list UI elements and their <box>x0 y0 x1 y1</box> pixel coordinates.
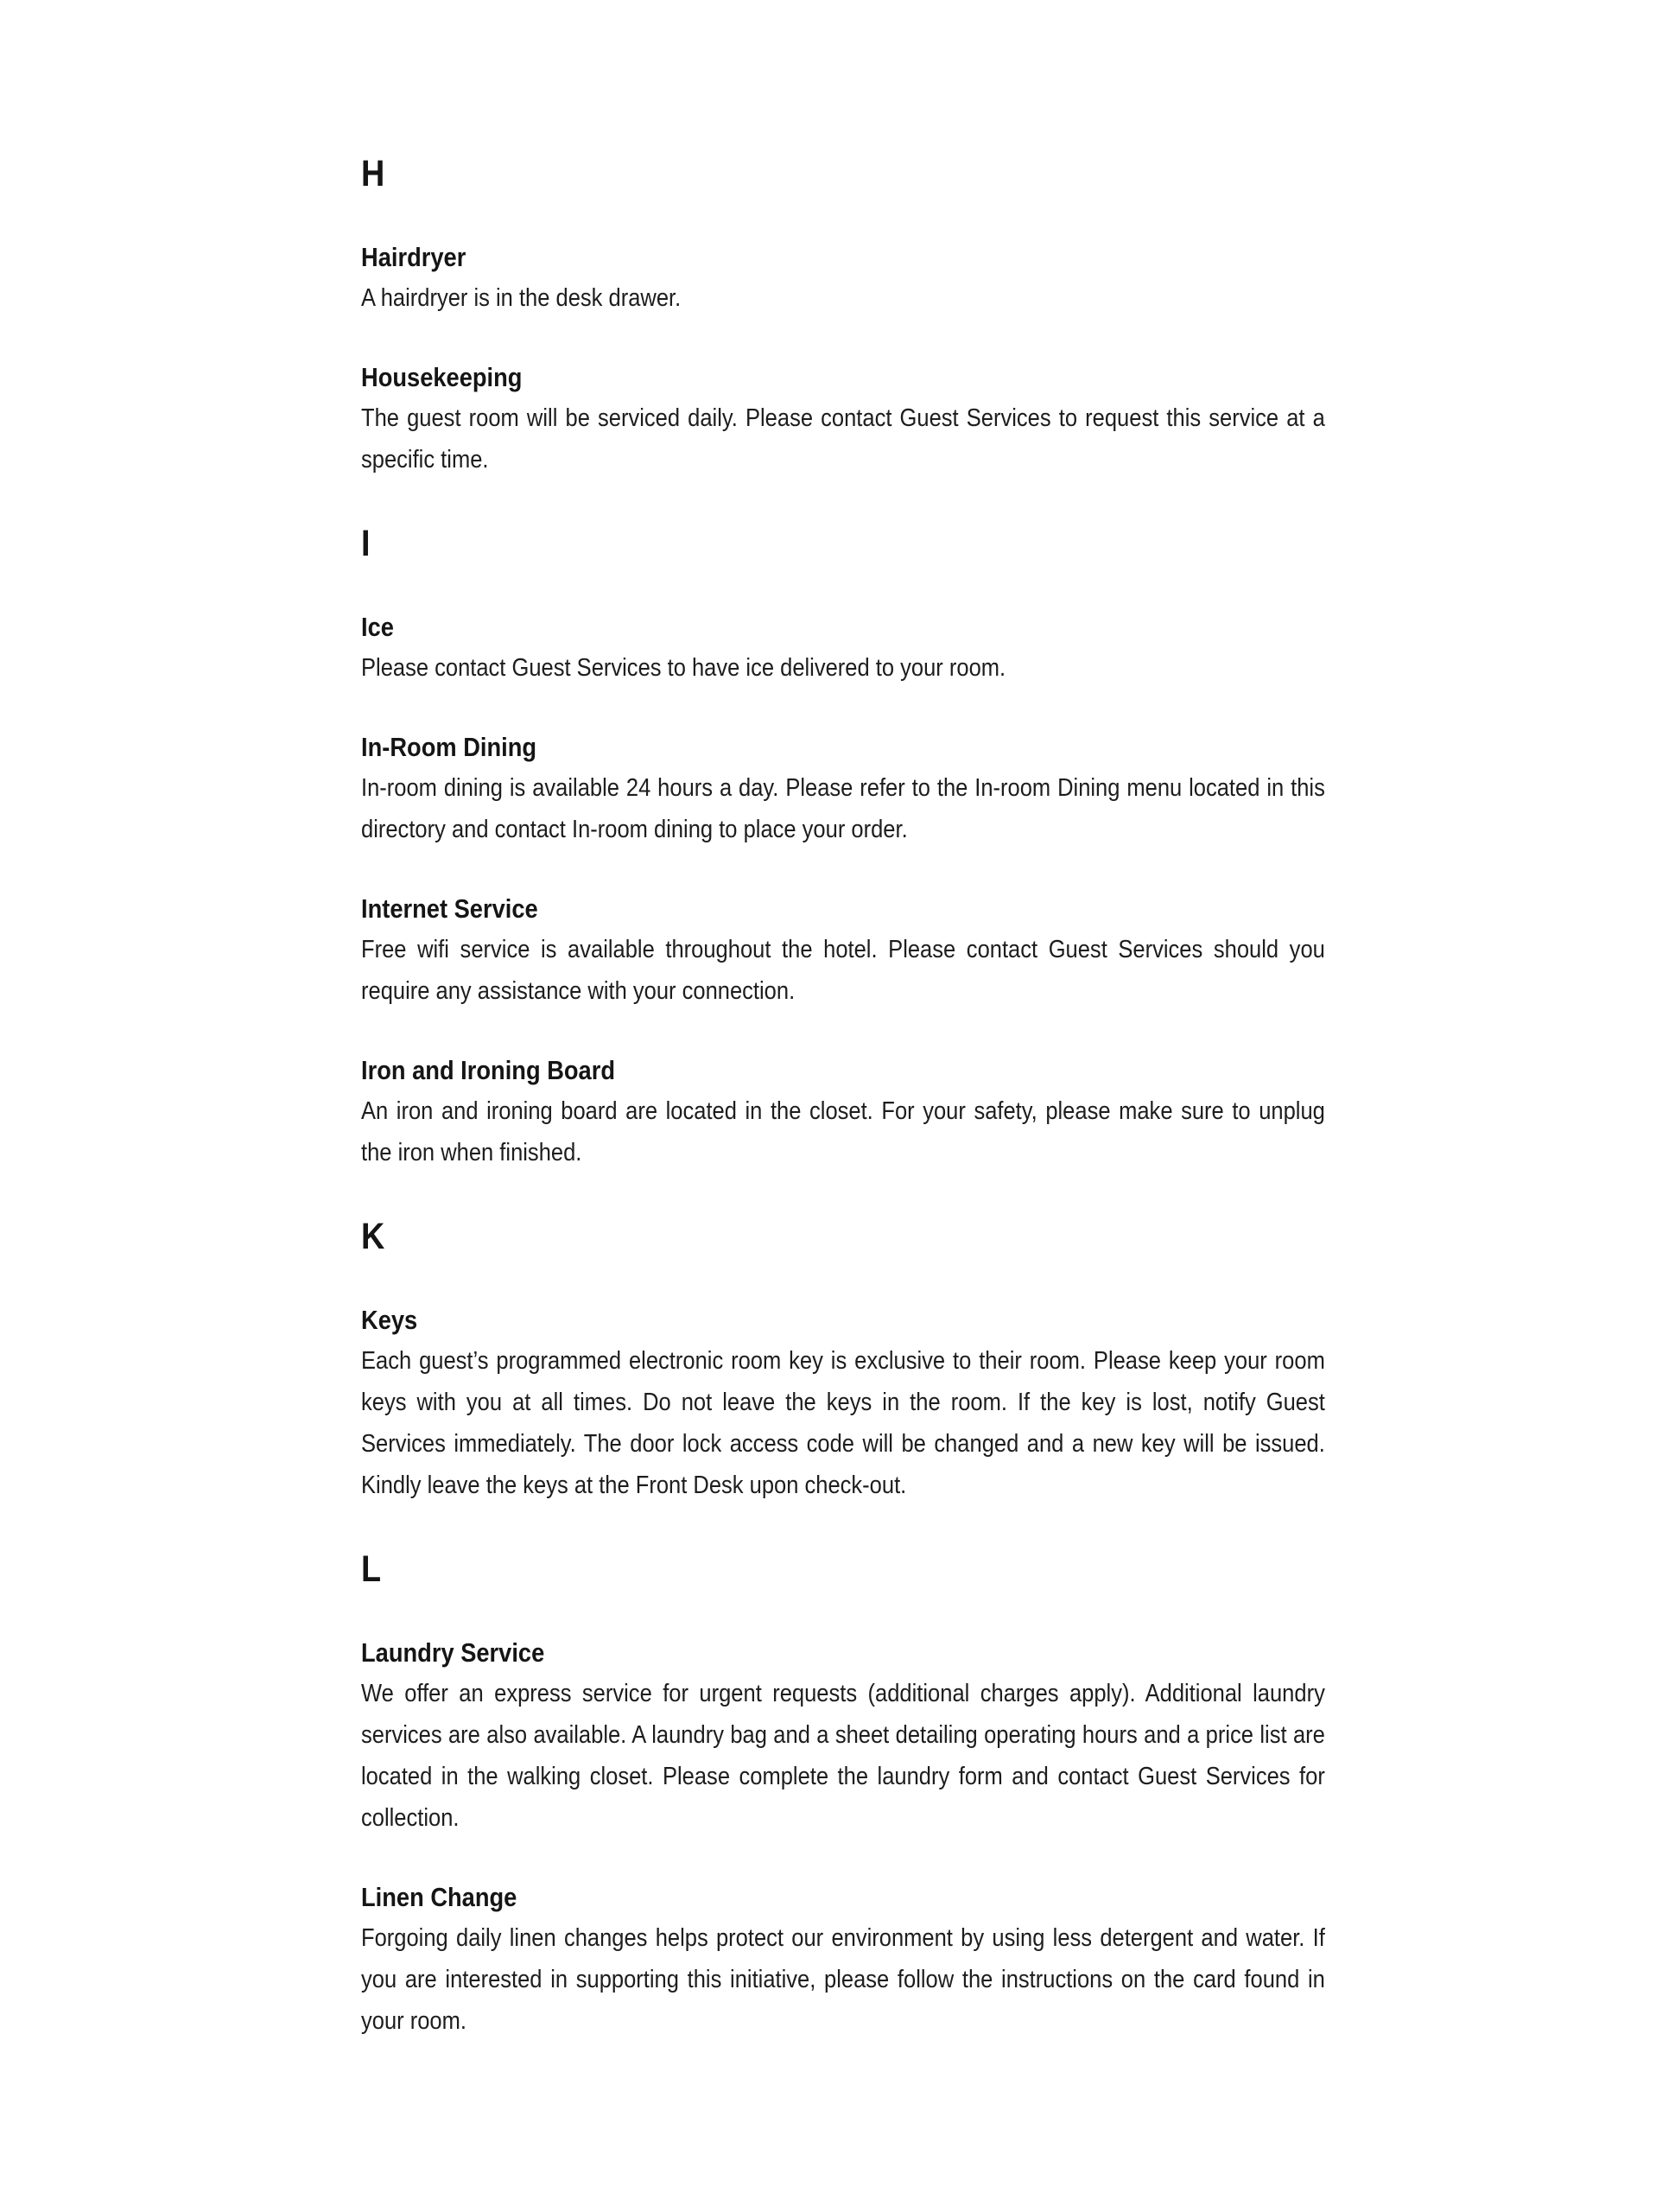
entry-body: An iron and ironing board are located in the closet. For your safety, please make sure to unplug the iron when finished. <box>361 1097 1325 1166</box>
section-letter-h: H <box>361 153 385 194</box>
entry-title: Housekeeping <box>361 362 523 392</box>
entry-in-room-dining <box>361 727 1325 850</box>
entry-body: The guest room will be serviced daily. Please contact Guest Services to request this service at a specific time. <box>361 404 1325 474</box>
section-letter-i: I <box>361 523 371 564</box>
entry-title: In-Room Dining <box>361 732 537 762</box>
entry-title: Laundry Service <box>361 1637 545 1668</box>
entry-title: Keys <box>361 1305 418 1335</box>
entry-hairdryer <box>361 237 1325 319</box>
entry-keys <box>361 1300 1325 1506</box>
section-letter-k: K <box>361 1216 385 1257</box>
entry-title: Hairdryer <box>361 242 466 272</box>
entry-ice <box>361 607 1325 689</box>
entry-body: We offer an express service for urgent requests (additional charges apply). Additional laundry services are also available. A laundry bag and a sheet detailing operating hours and a price list are located in the walking closet. Please complete the laundry form and contact Guest Services for collection. <box>361 1680 1325 1832</box>
section-h <box>361 149 1325 480</box>
entry-housekeeping <box>361 357 1325 480</box>
entry-body: A hairdryer is in the desk drawer. <box>361 284 682 312</box>
section-i <box>361 518 1325 1173</box>
entry-laundry-service <box>361 1632 1325 1839</box>
entry-body: Free wifi service is available throughout the hotel. Please contact Guest Services should you require any assistance with your connection. <box>361 936 1325 1005</box>
section-k <box>361 1211 1325 1506</box>
entry-body: Forgoing daily linen changes helps protect our environment by using less detergent and water. If you are interested in supporting this initiative, please follow the instructions on the card found in your room. <box>361 1924 1325 2035</box>
entry-title: Linen Change <box>361 1882 517 1912</box>
entry-body: Each guest’s programmed electronic room key is exclusive to their room. Please keep your room keys with you at all times. Do not leave the keys in the room. If the key is lost, notify Guest Services immediately. The door lock access code will be changed and a new key will be issued. Kindly leave the keys at the Front Desk upon check-out. <box>361 1347 1325 1499</box>
directory-page <box>361 149 1325 2080</box>
entry-body: In-room dining is available 24 hours a day. Please refer to the In-room Dining menu located in this directory and contact In-room dining to place your order. <box>361 774 1325 843</box>
section-letter-l: L <box>361 1548 382 1590</box>
entry-linen-change <box>361 1877 1325 2042</box>
entry-title: Internet Service <box>361 893 538 924</box>
entry-body: Please contact Guest Services to have ice delivered to your room. <box>361 654 1006 682</box>
entry-iron-and-ironing-board <box>361 1050 1325 1173</box>
entry-title: Iron and Ironing Board <box>361 1055 616 1085</box>
section-l <box>361 1544 1325 2042</box>
entry-title: Ice <box>361 612 394 642</box>
entry-internet-service <box>361 888 1325 1012</box>
